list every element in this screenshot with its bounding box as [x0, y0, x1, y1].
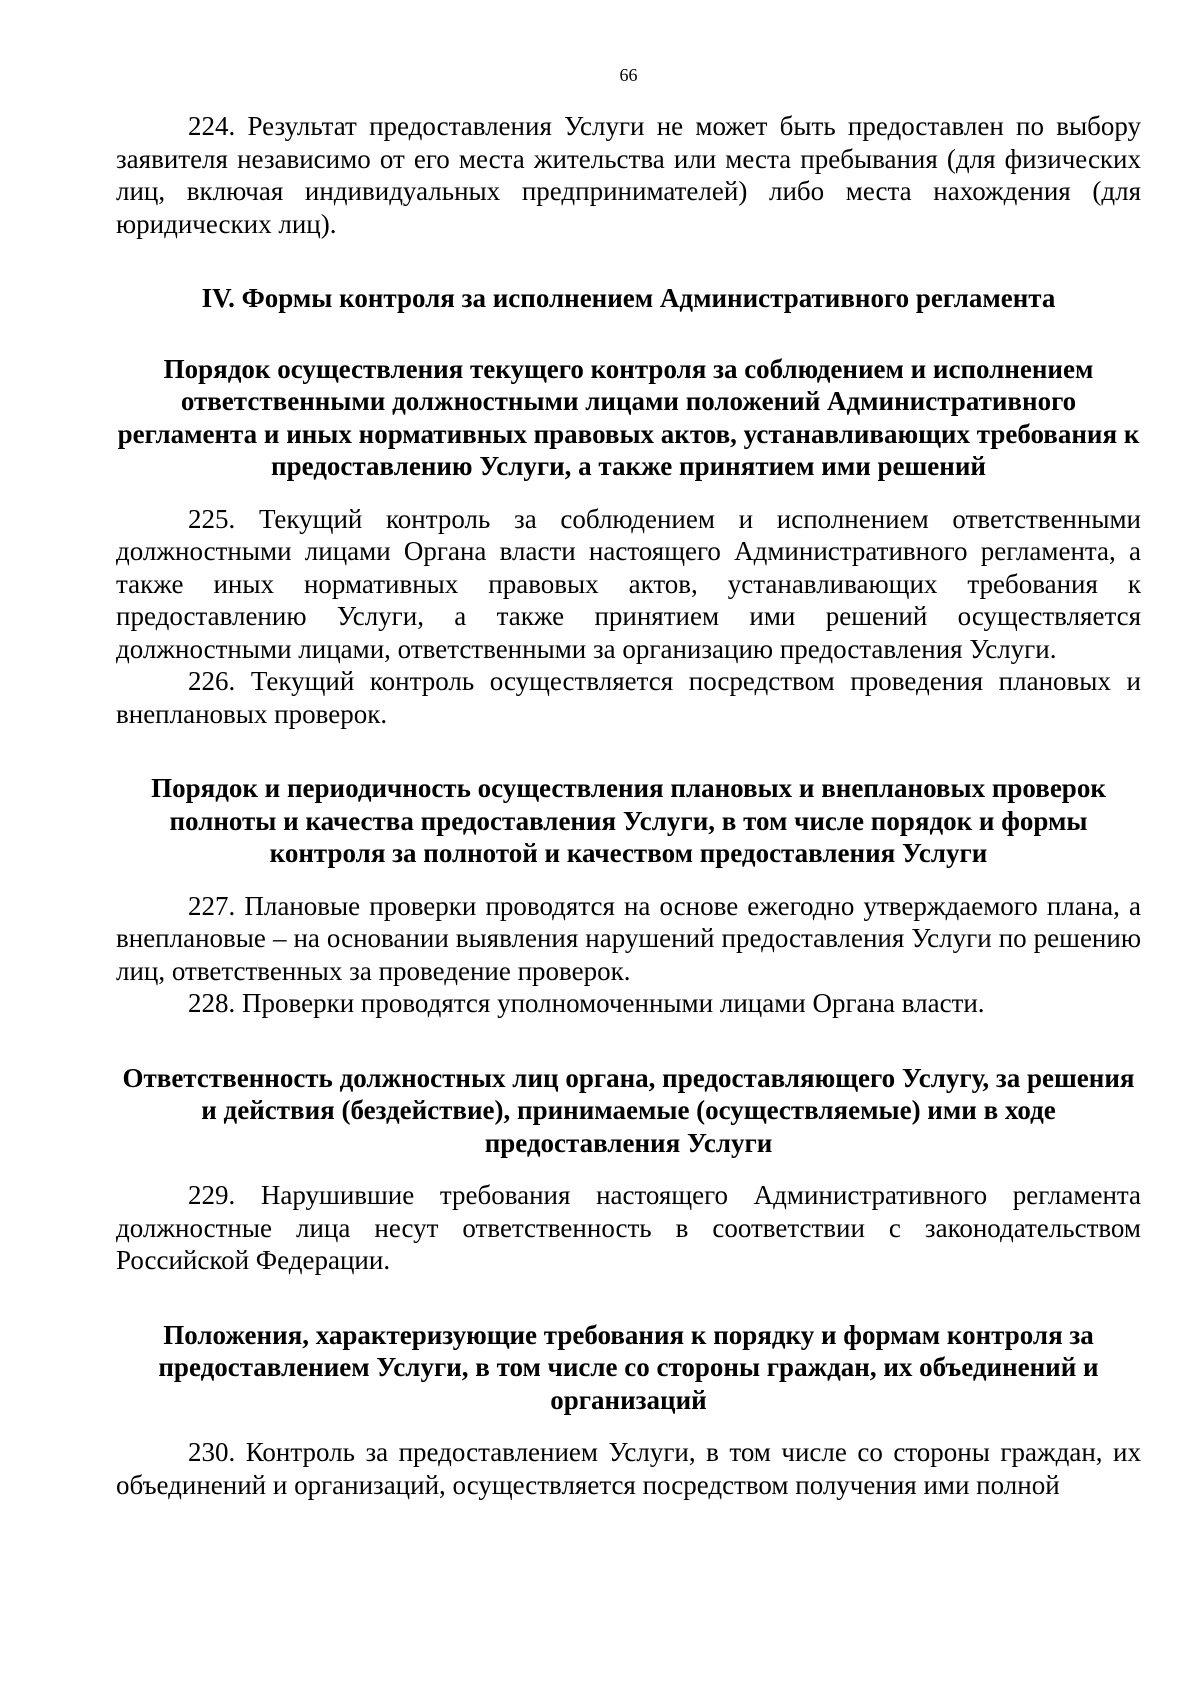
document-page [116, 64, 1141, 1501]
page-number: 66 [619, 65, 638, 85]
heading-inspections: Порядок и периодичность осуществления плановых и внеплановых проверок полноты и качества предоставления Услуги, в том числе порядок и формы контроля за полнотой и качеством предоставления Услуги [151, 773, 1106, 868]
paragraph-229: 229. Нарушившие требования настоящего Административного регламента должностные лица несут ответственность в соответствии с законодательством Российской Федерации. [116, 1180, 1141, 1275]
paragraph-226: 226. Текущий контроль осуществляется посредством проведения плановых и внеплановых проверок. [116, 666, 1141, 729]
heading-current-control: Порядок осуществления текущего контроля за соблюдением и исполнением ответственными должностными лицами положений Административного регламента и иных нормативных правовых актов, устанавливающих требования к предоставлению Услуги, а также принятием ими решений [117, 353, 1140, 481]
paragraph-230: 230. Контроль за предоставлением Услуги, в том числе со стороны граждан, их объединений и организаций, осуществляется посредством получения ими полной [116, 1437, 1141, 1500]
spacer [116, 240, 1141, 282]
paragraph-227: 227. Плановые проверки проводятся на основе ежегодно утверждаемого плана, а внеплановые – на основании выявления нарушений предоставления Услуги по решению лиц, ответственных за проведение проверок. [116, 890, 1141, 986]
paragraph-225: 225. Текущий контроль за соблюдением и исполнением ответственными должностными лицами Органа власти настоящего Административного регламента, а также иных нормативных правовых актов, устанавливающих требования к предоставлению Услуги, а также принятием ими решений осуществляется должностными лицами, ответственными за организацию предоставления Услуги. [116, 503, 1141, 664]
spacer [116, 730, 1141, 772]
heading-citizen-control: Положения, характеризующие требования к порядку и формам контроля за предоставлением Услуги, в том числе со стороны граждан, их объединений и организаций [158, 1319, 1099, 1415]
spacer [116, 315, 1141, 353]
paragraph-228: 228. Проверки проводятся уполномоченными лицами Органа власти. [188, 988, 985, 1018]
spacer [116, 1277, 1141, 1319]
section-title: IV. Формы контроля за исполнением Административного регламента [201, 283, 1056, 313]
spacer [116, 483, 1141, 503]
spacer [116, 870, 1141, 890]
spacer [116, 1159, 1141, 1179]
spacer [116, 1020, 1141, 1062]
paragraph-224: 224. Результат предоставления Услуги не может быть предоставлен по выбору заявителя независимо от его места жительства или места пребывания (для физических лиц, включая индивидуальных предпринимателей) либо места нахождения (для юридических лиц). [116, 111, 1141, 239]
spacer [116, 1416, 1141, 1436]
heading-responsibility: Ответственность должностных лиц органа, предоставляющего Услугу, за решения и действия (бездействие), принимаемые (осуществляемые) ими в ходе предоставления Услуги [122, 1062, 1135, 1158]
